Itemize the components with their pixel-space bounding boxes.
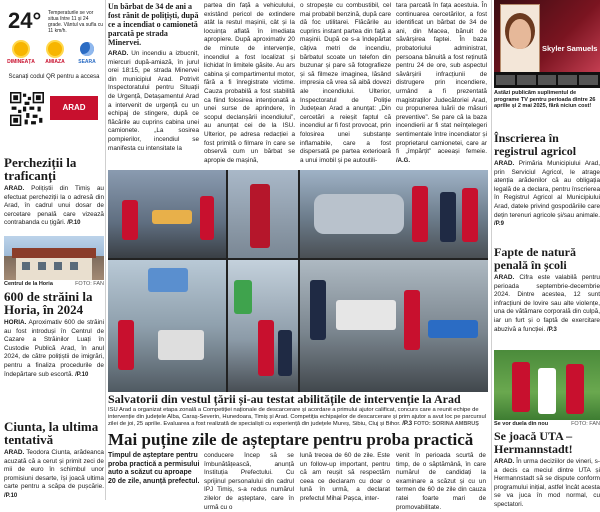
moon-icon [80,42,94,56]
article-incendiu-col1-body [108,50,199,153]
main-story-photo-credit: FOTO: SORINA AMBRUȘ [413,421,479,427]
article-incendiu-headline[interactable]: Un bărbat de 34 de ani a fost rănit de polițiști, după ce a incendiat o camionetă parcată pe strada Minervei. [108,2,199,47]
story-horia-headline[interactable]: 600 de străini la Horia, în 2024 [4,289,93,317]
weather-evening [72,42,102,65]
building-window [54,262,62,270]
story-registru-agricol-ref: /P.9 [494,221,504,228]
building-window [38,262,46,270]
main-story-caption [108,407,488,428]
story-uta-hermannstadt-body [494,458,600,510]
car-wreck-figure [314,194,404,234]
building-roof [12,248,96,258]
tv-supplement-caption: Astăzi publicăm suplimentul de programe TV pentru perioada dintre 26 aprilie și 2 mai 2025, fără niciun cost! [494,90,596,109]
story-uta-hermannstadt-headline[interactable]: Se joacă UTA – Hermannstadt! [494,429,573,456]
weather-morning [6,42,36,65]
bottom-article-lead: Timpul de așteptare pentru proba practică a permisului auto a scăzut cu aproape 20 de zile, anunță prefectul. [108,452,200,485]
sign-figure [234,280,252,314]
left-column [4,0,104,500]
story-registru-agricol[interactable] [494,132,600,229]
firefighter-figure [118,320,134,370]
rescuer-figure [310,280,326,340]
right-column [494,0,600,508]
photo-horia[interactable] [4,236,104,280]
story-horia-ref: /P.10 [75,371,89,378]
article-incendiu-col3 [300,2,391,165]
bottom-article-col4: venit în perioada scurtă de timp, de o săptămână, în care numărul de candidați la examinare a scăzut și cu un termen de 60 de zile din cauza ratei foarte mari de promovabilitate. [396,452,486,511]
qr-code-icon[interactable] [10,92,44,126]
article-incendiu-col3-body: o stropește cu combustibil, cel mai probabil benzină, după care dă foc utilitarei. Flăcările au cuprins instant partea din față a mașinii. După ce s-a îndepărtat câțiva metri de incendiu, bărbatul scoate un telefon din buzunar și pare să fotografieze și să filmeze imaginea, lăsând impresia că vrea să aibă dovezi ale incendiului. Ulterior, Inspectoratul de Poliție Județean Arad a anunțat: „Din cercetări a reieșit faptul că incendiul ar fi fost provocat, prin folosirea unei substanțe inflamabile, care a fost dispersată pe partea exterioară a unui imobil și pe autoutili- [300,2,391,164]
photo-uta-source: FOTO: FAN [571,421,600,427]
bottom-article-headline[interactable]: Mai puține zile de așteptare pentru proba practică [108,430,474,449]
story-ciunta-body [4,449,104,501]
tv-thumb [579,75,598,85]
tv-thumb [496,75,515,85]
weather-noon [40,42,70,65]
collage-photo-2 [228,170,298,258]
photo-collage[interactable] [108,170,488,392]
story-ciunta-text: Teodora Ciunta, arădeanca acuzată că a cerut și primit zeci de mii de euro în schimbul unor promisiuni desarte, își joacă ultima carte pentru a scăpa de pușcărie. [4,449,104,491]
story-fapte-penale-text: Cifra este valabilă pentru perioada septembrie-decembrie 2024. Dintre acestea, 12 sunt infracțiuni de lovire sau alte violențe, una de vătămare corporală din culpă, iar un furt și o faptă de exercitare abuzivă a funcției. [494,274,600,333]
stretcher-figure [428,320,478,338]
article-incendiu[interactable] [108,0,488,168]
tv-supplement-strip [494,72,600,88]
collage-photo-1 [108,170,226,258]
story-registru-agricol-body [494,160,600,229]
story-perchezitii-tag: ARAD. [4,185,25,192]
photo-uta-caption-text: Se vor duela din nou [494,421,549,427]
article-incendiu-col2 [204,2,295,165]
story-horia-text: Aproximativ 600 de străini au fost introduși în Centrul de Cazare a Străinilor Luați în Custodie Publică Arad, în anul 2024, de către polițiștii de imigrări, pentru a finaliza procedurile de îndepărtare sub escortă. [4,319,104,378]
article-incendiu-col4 [396,2,487,165]
story-perchezitii[interactable] [4,156,104,228]
story-registru-agricol-headline[interactable]: Înscrierea în registrul agricol [494,131,577,158]
portrait-face [509,19,531,49]
firefighter-figure [440,192,456,242]
tv-thumb [517,75,536,85]
player-figure [566,364,584,414]
qr-promo [4,74,104,144]
weather-noon-label: AMIAZA [45,59,65,65]
firefighter-figure [250,184,270,248]
article-incendiu-col1-text: Un incendiu a izbucnit, miercuri după-amiază, în jurul orei 18:15, pe strada Minervei din municipiul Arad. Potrivit Inspectoratului pentru Situații de Urgență, Detașamentul Arad a intervenit de urgență cu un echipaj de stingere, după ce flăcările au cuprins cabina unei camionete. „La sosirea pompierilor, incendiul se manifesta cu intensitate la [108,50,199,152]
weather-widget [4,4,104,68]
story-perchezitii-body [4,185,104,228]
photo-horia-caption [4,281,104,287]
story-perchezitii-text: Polițiștii din Timiș au efectuat percheziții la o adresă din Arad, în cadrul unui dosar de cercetare penală care vizează contrabanda cu țigări. [4,185,104,227]
story-horia-body [4,319,104,379]
story-ciunta-tag: ARAD. [4,449,25,456]
car-figure [336,300,396,330]
story-horia[interactable] [4,290,104,379]
firefighter-figure [122,200,138,240]
story-perchezitii-headline[interactable]: Percheziții la traficanți [4,155,77,183]
story-ciunta-headline[interactable]: Ciunta, la ultima tentativă [4,419,99,447]
bottom-article-col3: lună trecea de 60 de zile. Este un follow-up important, pentru că am reușit să respectăm ceea ce declaram cu doar o lună în urmă, a declarat prefectul Mihai Pașca, inter- [300,452,390,502]
sun-icon [48,42,62,56]
article-incendiu-col4-body [396,2,487,165]
qr-logo: ARAD [50,96,98,120]
qr-title: Scanați codul QR pentru a accesa [8,74,100,80]
building-window [22,262,30,270]
car-figure [158,330,204,360]
story-uta-hermannstadt-tag: ARAD. [494,458,515,465]
photo-horia-source: FOTO: FAN [75,281,104,287]
story-fapte-penale-ref: /P.3 [546,326,557,333]
stretcher-figure [152,210,192,224]
article-incendiu-tag: ARAD. [108,50,129,57]
player-figure [538,368,556,414]
story-fapte-penale[interactable] [494,246,600,334]
firefighter-figure [278,330,292,376]
story-horia-tag: HORIA. [4,319,27,326]
building-window [70,262,78,270]
firefighter-figure [412,186,428,242]
firefighter-figure [258,320,274,376]
main-story-caption-text: ISU Arad a organizat etapa zonală a Competiției naționale de descarcerare și acordare a primului ajutor calificat, concurs care a reunit echipe de intervenție din județele Alba, Caraș-Severin, Hunedoara, Timiș și Arad. Competiția echipajelor de descarcerare și prim ajutor a avut loc pe parcursul zilei de joi, 25 aprilie. Evaluarea a fost realizată de specialiști cu experiență din județele Mureș, Sibiu, Cluj și Bihor. [108,407,486,427]
article-incendiu-col1 [108,2,199,153]
sun-icon [14,42,28,56]
collage-photo-4 [108,260,226,392]
column-divider [491,0,492,500]
story-fapte-penale-tag: ARAD. [494,274,515,281]
story-registru-agricol-text: Primăria Municipiului Arad, prin Serviciul Agricol, le atrage atenția arădenilor că au obligația legală de a declara, pentru înscrierea în Registrul Agricol al Municipiului Arad, datele privind gospodăriile care dețin terenuri agricole și/sau animale. [494,160,600,219]
weather-morning-label: DIMINEAȚA [7,59,35,65]
main-story-headline[interactable]: Salvatorii din vestul țării și-au testat abilitățile de intervenție la Arad [108,392,461,406]
article-incendiu-col4-text: tara parcată în fața acestuia. În continuarea cercetărilor, a fost identificat un bărbat de 34 de ani, din Macea, bănuit de săvârșirea faptei. În baza probatoriului administrat, persoana bănuită a fost reținută pentru 24 de ore, sub aspectul săvârșirii infracțiunii de distrugere prin incendiere, urmând a fi prezentată magistraților Judecătoriei Arad, cu propunerea luării de măsuri preventive”. Se pare că la baza incendierii ar fi stat neînțelegeri sentimentale între incendiator și proprietarul camionetei, care ar fi „împărțit” aceeași femeie. [396,2,487,156]
story-registru-agricol-tag: ARAD. [494,160,515,167]
story-perchezitii-ref: /P.10 [67,220,81,227]
story-ciunta[interactable] [4,420,104,501]
weather-evening-label: SEARA [78,59,96,65]
collage-photo-3 [300,170,488,258]
building-figure [148,268,188,292]
story-uta-hermannstadt-text: În urma deciziilor de vineri, s-a decis ca meciul dintre UTA și Hermannstadt să se dispute conform programului inițial, astfel încât acesta se va juca în mod normal, cu spectatori. [494,458,600,508]
story-fapte-penale-body [494,274,600,334]
firefighter-figure [462,188,478,242]
tv-supplement-ad[interactable] [494,0,600,88]
bottom-article-col2: conducere încep să se îmbunătățească, anunță Instituția Prefectului. Cu sprijinul personalului din cadrul IPJ Timiș, s-a redus numărul zilelor de așteptare, care în urmă cu o [204,452,294,511]
firefighter-figure [404,290,420,350]
tv-thumb [558,75,577,85]
weather-description: Temperaturile se vor situa între 11 și 24 grade. Vântul va sufla cu 11 km/h. [48,10,104,34]
tv-thumb [538,75,557,85]
story-ciunta-ref: /P.10 [4,492,18,499]
weather-temperature: 24° [8,8,42,33]
firefighter-figure [200,196,214,240]
photo-horia-caption-text: Centrul de la Horia [4,281,53,287]
collage-photo-6 [300,260,488,392]
collage-photo-5 [228,260,298,392]
photo-uta-caption [494,421,600,427]
photo-uta-match[interactable] [494,350,600,420]
main-story-ref: /P.3 [402,421,413,427]
tv-supplement-ad-name: Skyler Samuels [542,44,598,53]
story-uta-hermannstadt[interactable] [494,430,600,510]
article-incendiu-ref: /A.G. [396,157,411,164]
column-divider [105,0,106,500]
player-figure [512,362,530,412]
story-fapte-penale-headline[interactable]: Fapte de natură penală în școli [494,245,576,272]
article-incendiu-col2-body: partea din față a vehiculului, existând pericol de extindere atât la restul mașinii, cât și la locuința aflată în imediata apropiere. După aproximativ 20 de minute de intervenție, incendiul a fost localizat și lichidat în limitele găsite. Au ars cabina și compartimentul motor, fără a fi înregistrate victime. Cauza probabilă a fost stabilită ca fiind folosirea intenționată a unei surse de aprindere, în scopul declanșării incendiului”, au anunțat cei de la ISU. Ulterior, pe adresa redacției a fost primită o filmare în care se observă cum un bărbat se apropie de mașină, [204,2,295,164]
